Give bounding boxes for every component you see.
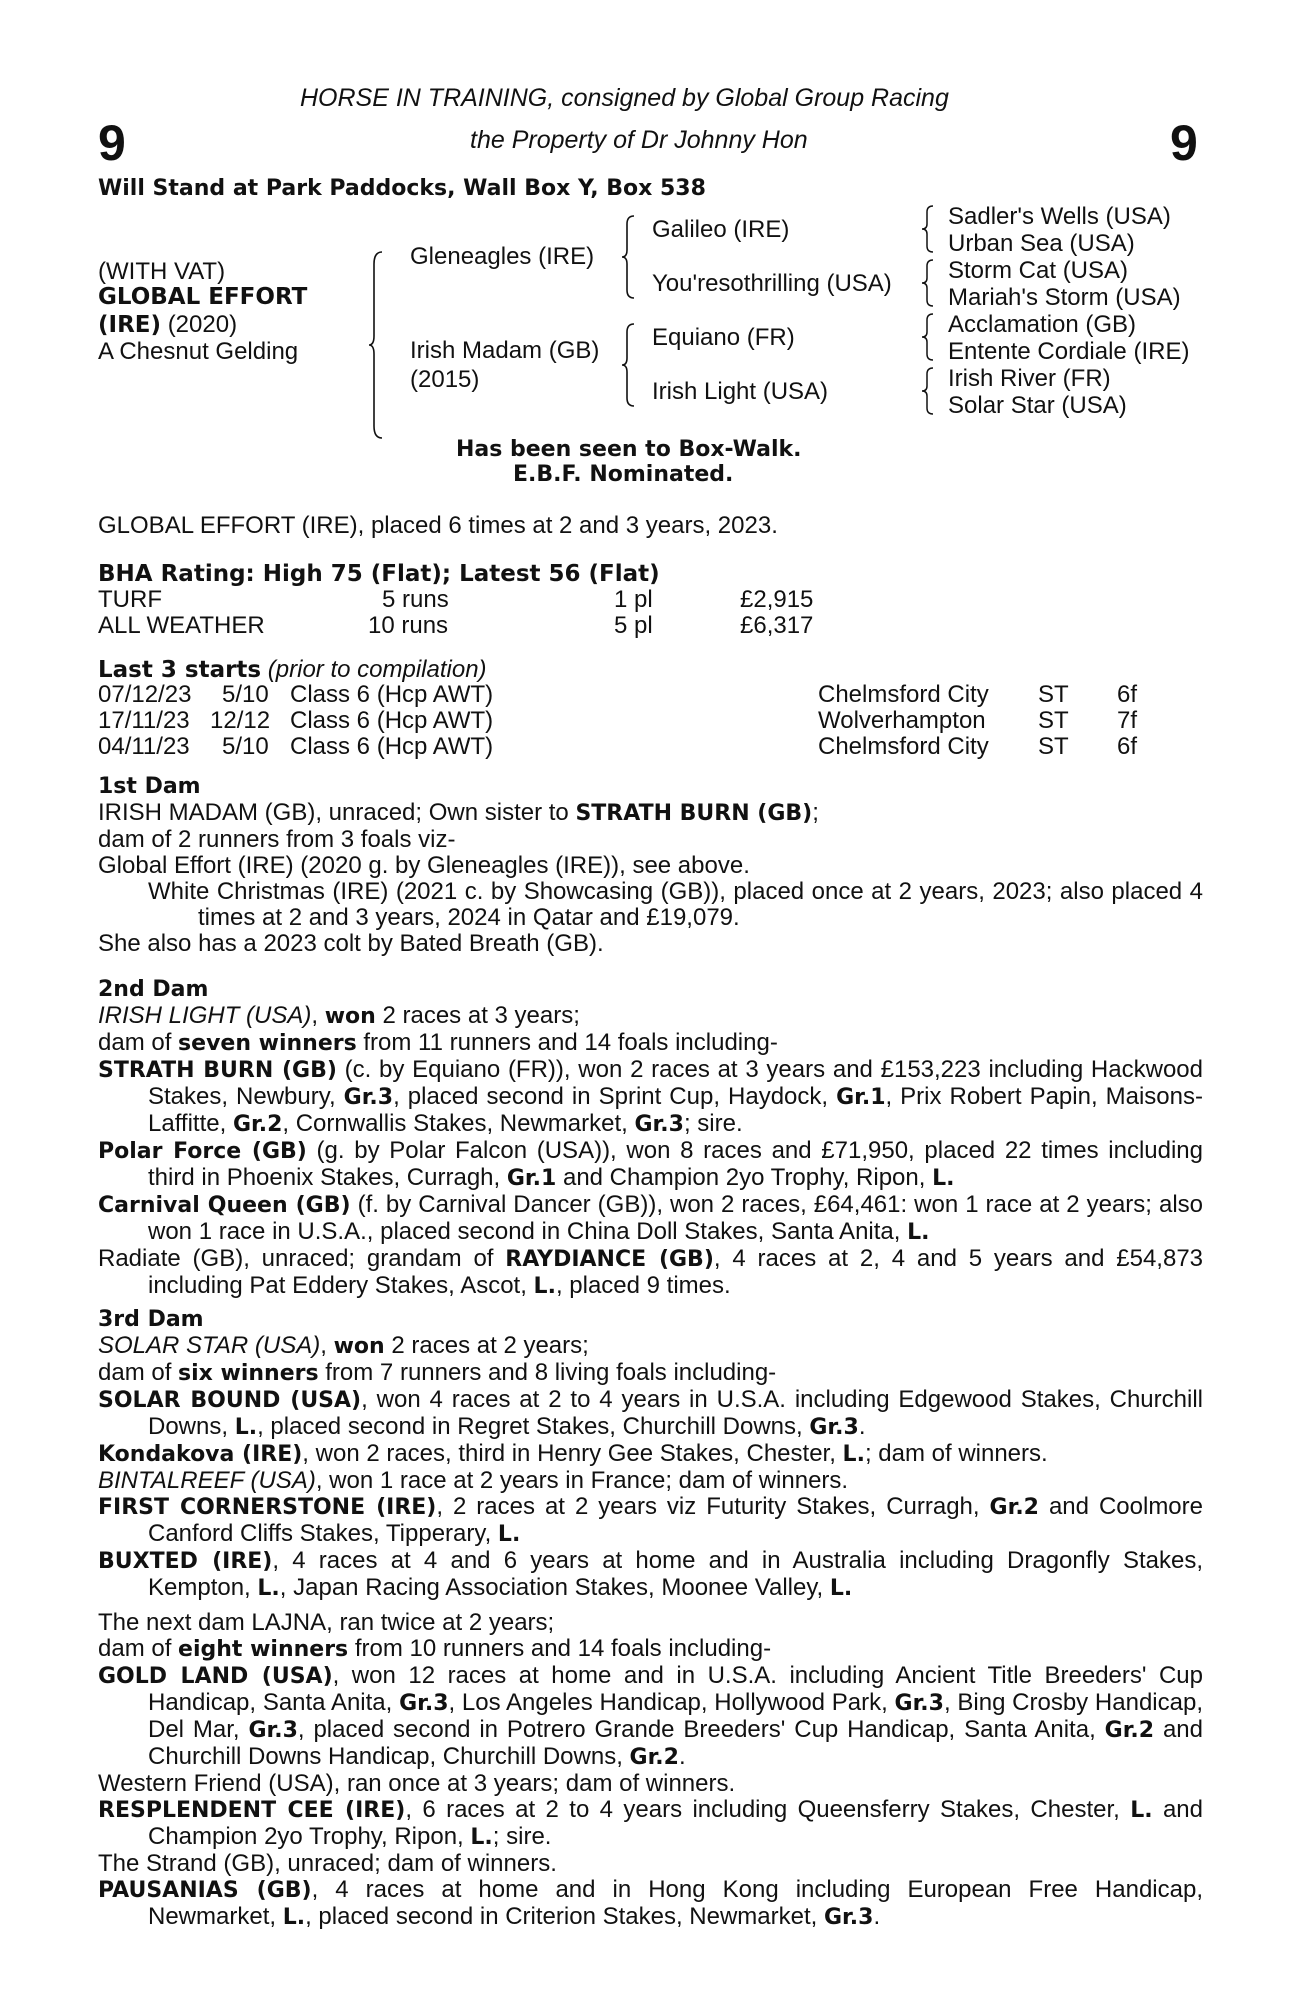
text-run: Gr.2 — [629, 1745, 679, 1770]
pedigree-sire-dam: You'resothrilling (USA) — [652, 270, 892, 297]
pedigree-dss: Acclamation (GB) — [948, 311, 1137, 338]
text-run: dam of — [98, 1359, 179, 1386]
text-run: from 7 runners and 8 living foals including- — [318, 1359, 777, 1386]
third-dam-produce — [98, 1360, 1203, 1387]
text-run: and Churchill Downs Handicap, Churchill Downs, — [148, 1716, 1204, 1770]
start-position: 12/12 — [210, 707, 271, 734]
text-run: SOLAR BOUND (USA) — [98, 1388, 362, 1413]
text-run: PAUSANIAS (GB) — [98, 1878, 312, 1903]
text-run: , won 4 races at 2 to 4 years in U.S.A. including Edgewood Stakes, Churchill Downs, — [148, 1386, 1203, 1440]
start-date: 17/11/23 — [98, 707, 190, 734]
text-run: ; dam of winners. — [864, 1440, 1048, 1467]
rating-runs: 10 runs — [368, 612, 449, 639]
bha-rating: BHA Rating: High 75 (Flat); Latest 56 (Flat) — [98, 561, 660, 587]
text-run: , won 1 race at 2 years in France; dam of winners. — [315, 1467, 849, 1494]
text-run: STRATH BURN (GB) — [575, 801, 813, 826]
text-run: Kondakova (IRE) — [98, 1442, 303, 1467]
text-run: , placed second in Potrero Grande Breeders' Cup Handicap, Santa Anita, — [297, 1716, 1105, 1743]
text-run: L. — [282, 1905, 306, 1930]
text-run: Polar Force (GB) — [98, 1139, 307, 1164]
pedigree-dsd: Entente Cordiale (IRE) — [948, 338, 1190, 365]
pedigree-brace-sire — [620, 214, 638, 300]
pedigree-brace-dam — [620, 322, 638, 408]
text-run: ; sire. — [683, 1110, 743, 1137]
text-run: L. — [533, 1274, 556, 1299]
progeny-entry — [98, 1246, 1203, 1300]
starts-table — [98, 682, 1148, 762]
fourth-dam-section — [98, 1610, 1203, 1931]
text-run: Carnival Queen (GB) — [98, 1193, 351, 1218]
last-starts-title: Last 3 starts — [98, 657, 262, 683]
text-run: , placed 9 times. — [555, 1272, 731, 1299]
text-run: , 4 races at home and in Hong Kong including European Free Handicap, Newmarket, — [148, 1876, 1203, 1930]
owner-line: the Property of Dr Johnny Hon — [470, 126, 808, 154]
text-run: (f. by Carnival Dancer (GB)), won 2 races, £64,461: won 1 race at 2 years; also won 1 race in U.S.A., placed second in China Doll Stakes, Santa Anita, — [148, 1191, 1203, 1245]
second-dam-section — [98, 977, 1203, 1300]
text-run: eight winners — [178, 1637, 349, 1662]
text-run: L. — [932, 1166, 955, 1191]
text-run: . — [873, 1903, 881, 1930]
pedigree-sds: Storm Cat (USA) — [948, 257, 1129, 284]
text-run: from 10 runners and 14 foals including- — [348, 1635, 772, 1662]
text-run: BUXTED (IRE) — [98, 1549, 273, 1574]
text-run: , 4 races at 4 and 6 years at home and in Australia including Dragonfly Stakes, Kempton, — [148, 1547, 1203, 1601]
rating-placed: 5 pl — [614, 612, 653, 639]
text-run: , — [320, 1332, 334, 1359]
start-type: ST — [1038, 681, 1069, 708]
start-distance: 6f — [1117, 681, 1138, 708]
start-distance: 7f — [1117, 707, 1138, 734]
text-run: Radiate (GB), unraced; grandam of — [98, 1245, 506, 1272]
text-run: and Champion 2yo Trophy, Ripon, — [556, 1164, 933, 1191]
text-run: Gr.2 — [232, 1112, 283, 1137]
start-course: Chelmsford City — [818, 681, 989, 708]
fourth-dam-produce — [98, 1636, 1203, 1663]
start-type: ST — [1038, 733, 1069, 760]
progeny-entry — [98, 1387, 1203, 1441]
progeny-entry — [98, 1797, 1203, 1851]
text-run: Gr.3 — [343, 1085, 394, 1110]
text-run: . — [858, 1413, 866, 1440]
text-run: Gr.3 — [824, 1905, 874, 1930]
text-run: Gr.2 — [1104, 1718, 1155, 1743]
start-class: Class 6 (Hcp AWT) — [290, 707, 494, 734]
start-type: ST — [1038, 707, 1069, 734]
horse-country: (IRE) — [98, 312, 162, 338]
start-position: 5/10 — [222, 681, 269, 708]
box-walk-note: Has been seen to Box-Walk. — [456, 437, 802, 462]
second-dam-produce — [98, 1030, 1203, 1057]
horse-year: (2020) — [167, 311, 238, 338]
consignor-line: HORSE IN TRAINING, consigned by Global Group Racing — [300, 84, 949, 112]
start-position: 5/10 — [222, 733, 269, 760]
text-run: , Prix Robert Papin, Maisons-Laffitte, — [148, 1083, 1203, 1137]
pedigree-sire-sire: Galileo (IRE) — [652, 216, 790, 243]
lot-number-left: 9 — [98, 115, 126, 171]
progeny-entry: Western Friend (USA), ran once at 3 years; dam of winners. — [98, 1770, 736, 1797]
pedigree-dam-year: (2015) — [410, 366, 480, 393]
stand-location: Will Stand at Park Paddocks, Wall Box Y, Box 538 — [98, 176, 706, 201]
text-run: , won 2 races, third in Henry Gee Stakes, Chester, — [302, 1440, 843, 1467]
text-run: L. — [497, 1522, 521, 1547]
rating-surface: TURF — [98, 586, 162, 613]
text-run: (g. by Polar Falcon (USA)), won 8 races and £71,950, placed 22 times including third in Phoenix Stakes, Curragh, — [148, 1137, 1203, 1191]
pedigree-sdd: Mariah's Storm (USA) — [948, 284, 1181, 311]
text-run: L. — [1130, 1798, 1153, 1823]
text-run: Gr.1 — [506, 1166, 557, 1191]
rating-money: £6,317 — [740, 612, 814, 639]
text-run: from 11 runners and 14 foals including- — [356, 1029, 778, 1056]
text-run: , placed second in Sprint Cup, Haydock, — [393, 1083, 837, 1110]
pedigree-dam: Irish Madam (GB) — [410, 337, 600, 364]
pedigree-brace-sd — [920, 258, 936, 308]
text-run: Gr.3 — [399, 1691, 449, 1716]
text-run: Gr.1 — [836, 1085, 886, 1110]
text-run: Gr.2 — [989, 1495, 1039, 1520]
first-dam-note: She also has a 2023 colt by Bated Breath (GB). — [98, 930, 604, 957]
text-run: ; sire. — [492, 1823, 552, 1850]
first-dam-heading: 1st Dam — [98, 774, 201, 799]
last-starts-subtitle: (prior to compilation) — [267, 656, 487, 683]
text-run: Gr.3 — [634, 1112, 684, 1137]
text-run: 2 races at 3 years; — [375, 1002, 580, 1029]
progeny-entry — [98, 1548, 1203, 1602]
text-run: , 4 races at 2, 4 and 5 years and £54,873 including Pat Eddery Stakes, Ascot, — [148, 1245, 1204, 1299]
text-run: SOLAR STAR (USA) — [98, 1332, 321, 1359]
progeny-entry — [98, 1494, 1203, 1548]
pedigree-ddd: Solar Star (USA) — [948, 392, 1127, 419]
progeny-entry — [98, 1057, 1203, 1138]
text-run: Gr.3 — [248, 1718, 298, 1743]
race-summary: GLOBAL EFFORT (IRE), placed 6 times at 2 and 3 years, 2023. — [98, 512, 778, 539]
second-dam-line — [98, 1003, 1203, 1030]
first-dam-progeny: Global Effort (IRE) (2020 g. by Gleneagles (IRE)), see above. — [98, 852, 750, 879]
text-run: six winners — [178, 1361, 319, 1386]
horse-description: A Chesnut Gelding — [98, 338, 299, 365]
text-run: seven winners — [178, 1031, 357, 1056]
text-run: RAYDIANCE (GB) — [505, 1247, 714, 1272]
text-run: and Coolmore Canford Cliffs Stakes, Tipperary, — [148, 1493, 1203, 1547]
progeny-entry — [98, 1468, 1203, 1494]
text-run: Gr.3 — [894, 1691, 944, 1716]
text-run: IRISH MADAM (GB), unraced; Own sister to — [98, 799, 576, 826]
pedigree-brace-ds — [920, 312, 936, 362]
rating-surface: ALL WEATHER — [98, 612, 265, 639]
start-course: Chelmsford City — [818, 733, 989, 760]
text-run: L. — [470, 1825, 493, 1850]
text-run: and Champion 2yo Trophy, Ripon, — [148, 1796, 1203, 1850]
start-class: Class 6 (Hcp AWT) — [290, 681, 494, 708]
pedigree-sss: Sadler's Wells (USA) — [948, 203, 1171, 230]
start-course: Wolverhampton — [818, 707, 986, 734]
text-run: L. — [829, 1576, 853, 1601]
horse-suffix-year — [98, 311, 237, 339]
ebf-note: E.B.F. Nominated. — [513, 462, 734, 487]
text-run: L. — [842, 1442, 865, 1467]
lot-number-right: 9 — [1170, 115, 1198, 171]
start-date: 04/11/23 — [98, 733, 190, 760]
progeny-entry — [98, 1138, 1203, 1192]
text-run: L. — [234, 1415, 258, 1440]
text-run: , Los Angeles Handicap, Hollywood Park, — [448, 1689, 895, 1716]
last-starts-heading — [98, 656, 487, 684]
text-run: STRATH BURN (GB) — [98, 1058, 337, 1083]
text-run: , 2 races at 2 years viz Futurity Stakes, Curragh, — [436, 1493, 990, 1520]
start-class: Class 6 (Hcp AWT) — [290, 733, 494, 760]
second-dam-heading: 2nd Dam — [98, 977, 209, 1002]
progeny-entry — [98, 1877, 1203, 1931]
rating-money: £2,915 — [740, 586, 814, 613]
third-dam-heading: 3rd Dam — [98, 1307, 204, 1332]
text-run: , placed second in Criterion Stakes, Newmarket, — [305, 1903, 824, 1930]
text-run: , — [311, 1002, 325, 1029]
text-run: L. — [257, 1576, 280, 1601]
third-dam-line — [98, 1333, 1203, 1360]
text-run: Gr.3 — [809, 1415, 859, 1440]
pedigree-dam-sire: Equiano (FR) — [652, 324, 795, 351]
text-run: L. — [907, 1220, 930, 1245]
first-dam-progeny: White Christmas (IRE) (2021 c. by Showcasing (GB)), placed once at 2 years, 2023; also placed 4 times at 2 and 3 years, 2024 in Qatar and £19,079. — [148, 878, 1203, 931]
progeny-entry — [98, 1441, 1203, 1468]
first-dam-line — [98, 800, 1203, 827]
text-run: dam of — [98, 1029, 179, 1056]
text-run: ; — [812, 799, 819, 826]
progeny-entry: The Strand (GB), unraced; dam of winners. — [98, 1850, 557, 1877]
first-dam-section — [98, 774, 1203, 957]
progeny-entry — [98, 1192, 1203, 1246]
progeny-entry — [98, 1663, 1203, 1771]
rating-table — [98, 587, 898, 643]
text-run: GOLD LAND (USA) — [98, 1664, 333, 1689]
text-run: , Bing Crosby Handicap, Del Mar, — [148, 1689, 1203, 1743]
pedigree-brace-ss — [920, 204, 936, 254]
text-run: , 6 races at 2 to 4 years including Queensferry Stakes, Chester, — [405, 1796, 1131, 1823]
start-distance: 6f — [1117, 733, 1138, 760]
pedigree-brace-dd — [920, 366, 936, 416]
third-dam-section — [98, 1307, 1203, 1602]
text-run: won — [333, 1334, 385, 1359]
rating-runs: 5 runs — [382, 586, 449, 613]
text-run: FIRST CORNERSTONE (IRE) — [98, 1495, 437, 1520]
vat-label: (WITH VAT) — [98, 258, 226, 285]
first-dam-produce: dam of 2 runners from 3 foals viz- — [98, 826, 456, 853]
text-run: (c. by Equiano (FR)), won 2 races at 3 years and £153,223 including Hackwood Stakes, Newbury, — [148, 1056, 1203, 1110]
text-run: BINTALREEF (USA) — [98, 1467, 316, 1494]
text-run: 2 races at 2 years; — [384, 1332, 589, 1359]
text-run: won — [324, 1004, 376, 1029]
start-date: 07/12/23 — [98, 681, 192, 708]
text-run: , Cornwallis Stakes, Newmarket, — [282, 1110, 635, 1137]
pedigree-brace-main — [368, 250, 388, 440]
text-run: RESPLENDENT CEE (IRE) — [98, 1798, 406, 1823]
pedigree-dam-dam: Irish Light (USA) — [652, 378, 829, 405]
pedigree-dds: Irish River (FR) — [948, 365, 1111, 392]
pedigree-sire: Gleneagles (IRE) — [410, 243, 595, 270]
text-run: , placed second in Regret Stakes, Churchill Downs, — [257, 1413, 810, 1440]
text-run: dam of — [98, 1635, 179, 1662]
fourth-dam-line: The next dam LAJNA, ran twice at 2 years; — [98, 1609, 555, 1636]
text-run: . — [678, 1743, 686, 1770]
text-run: IRISH LIGHT (USA) — [98, 1002, 312, 1029]
text-run: , Japan Racing Association Stakes, Moonee Valley, — [279, 1574, 830, 1601]
pedigree-ssd: Urban Sea (USA) — [948, 230, 1135, 257]
rating-placed: 1 pl — [614, 586, 653, 613]
horse-name: GLOBAL EFFORT — [98, 284, 308, 310]
text-run: , won 12 races at home and in U.S.A. including Ancient Title Breeders' Cup Handicap, Santa Anita, — [148, 1662, 1204, 1716]
